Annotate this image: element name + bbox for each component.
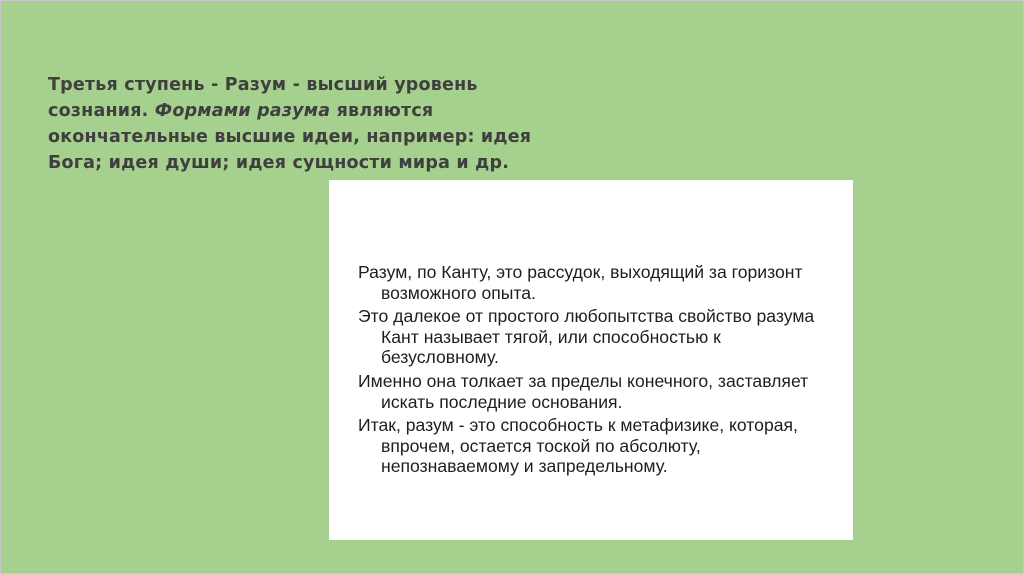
quote-paragraph-4: Итак, разум - это способность к метафизике, которая, впрочем, остается тоской по абсолюту, непознаваемому и запредельному. [358,415,798,477]
quote-paragraph-2: Это далекое от простого любопытства свойство разума Кант называет тягой, или способностью к безусловному. [358,306,815,368]
quote-text [358,262,838,480]
intro-part-3: являются окончательные высшие идеи, например: идея Бога; идея души; идея сущности мира и др. [48,101,532,173]
quote-card [329,180,853,540]
intro-part-1: Третья ступень - Разум - высший уровень сознания. [48,75,478,121]
intro-emphasis: Формами разума [154,101,331,121]
quote-paragraph-3: Именно она толкает за пределы конечного, заставляет искать последние основания. [358,370,809,412]
intro-text [48,72,568,176]
quote-paragraph-1: Разум, по Канту, это рассудок, выходящий за горизонт возможного опыта. [358,262,803,303]
